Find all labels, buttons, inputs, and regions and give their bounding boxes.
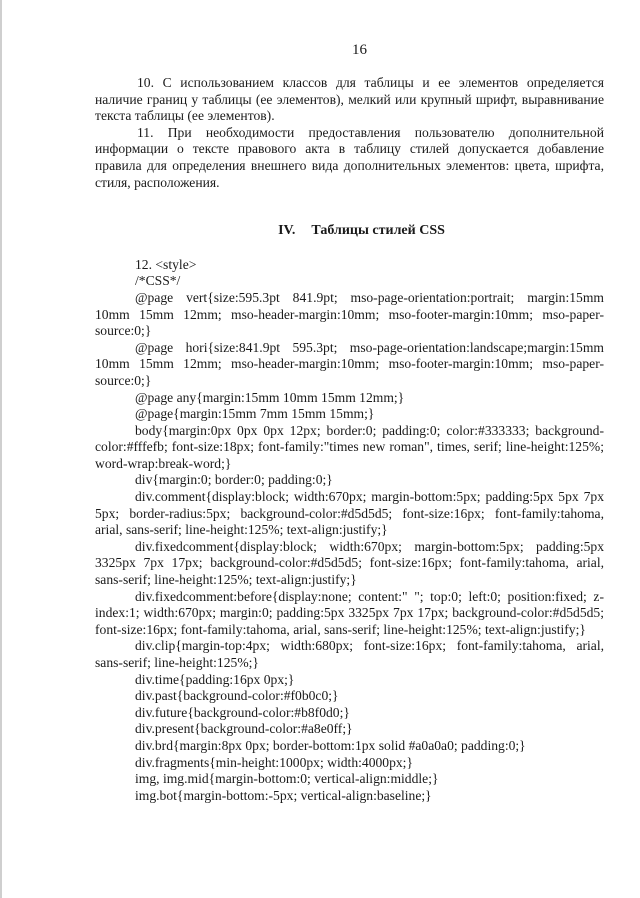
code-line: @page{margin:15mm 7mm 15mm 15mm;} — [135, 406, 375, 422]
code-line: @page hori{size:841.9pt 595.3pt; mso-page-orientation:landscape;margin:15mm 10mm 15mm 12mm; mso-header-margin:10mm; mso-footer-margin:10mm; mso-paper-source:0;} — [95, 339, 604, 388]
code-line: img.bot{margin-bottom:-5px; vertical-align:baseline;} — [135, 787, 432, 803]
section-heading — [95, 223, 604, 240]
code-line: 12. <style> — [135, 256, 197, 272]
code-line: body{margin:0px 0px 0px 12px; border:0; padding:0; color:#333333; background-color:#fffefb; font-size:18px; font-family:"times new roman", times, serif; line-height:125%; word-wrap:break-word;} — [95, 422, 604, 471]
code-line: div{margin:0; border:0; padding:0;} — [135, 472, 333, 488]
scan-edge-shadow — [0, 0, 2, 898]
code-line: div.present{background-color:#a8e0ff;} — [135, 721, 353, 737]
code-line: div.past{background-color:#f0b0c0;} — [135, 688, 339, 704]
code-line: div.comment{display:block; width:670px; margin-bottom:5px; padding:5px 5px 7px 5px; border-radius:5px; background-color:#d5d5d5; font-size:16px; font-family:tahoma, arial, sans-serif; line-height:125%; text-align:justify;} — [95, 489, 604, 538]
code-line: div.time{padding:16px 0px;} — [135, 671, 295, 687]
css-listing — [95, 257, 604, 805]
paragraph-10: 10. С использованием классов для таблицы и ее элементов определяется наличие границ у таблицы (ее элементов), мелкий или крупный шрифт, выравнивание текста таблицы (ее элементов). — [95, 75, 604, 124]
code-line: div.fixedcomment:before{display:none; content:" "; top:0; left:0; position:fixed; z-index:1; width:670px; margin:0; padding:5px 3325px 7px 17px; background-color:#d5d5d5; font-size:16px; font-family:tahoma, arial, sans-serif; line-height:125%; text-align:justify;} — [95, 588, 604, 637]
code-line: @page any{margin:15mm 10mm 15mm 12mm;} — [135, 389, 405, 405]
code-line: div.fragments{min-height:1000px; width:4000px;} — [135, 754, 413, 770]
page-number: 16 — [352, 42, 367, 58]
intro-paragraphs — [95, 75, 604, 191]
section-title: Таблицы стилей CSS — [311, 223, 445, 239]
code-line: /*CSS*/ — [135, 273, 181, 289]
code-line: @page vert{size:595.3pt 841.9pt; mso-page-orientation:portrait; margin:15mm 10mm 15mm 12mm; mso-header-margin:10mm; mso-footer-margin:10mm; mso-paper-source:0;} — [95, 289, 604, 339]
code-line: img, img.mid{margin-bottom:0; vertical-align:middle;} — [135, 771, 439, 787]
code-line: div.brd{margin:8px 0px; border-bottom:1px solid #a0a0a0; padding:0;} — [135, 737, 526, 753]
code-line: div.fixedcomment{display:block; width:670px; margin-bottom:5px; padding:5px 3325px 7px 17px; background-color:#d5d5d5; font-size:16px; font-family:tahoma, arial, sans-serif; line-height:125%; text-align:justify;} — [95, 538, 604, 588]
paragraph-11: 11. При необходимости предоставления пользователю дополнительной информации о тексте правового акта в таблицу стилей допускается добавление правила для определения внешнего вида дополнительных элементов: цвета, шрифта, стиля, расположения. — [95, 124, 604, 190]
code-line: div.clip{margin-top:4px; width:680px; font-size:16px; font-family:tahoma, arial, sans-serif; line-height:125%;} — [95, 638, 604, 670]
section-roman-numeral: IV. — [278, 223, 296, 239]
code-line: div.future{background-color:#b8f0d0;} — [135, 704, 350, 720]
